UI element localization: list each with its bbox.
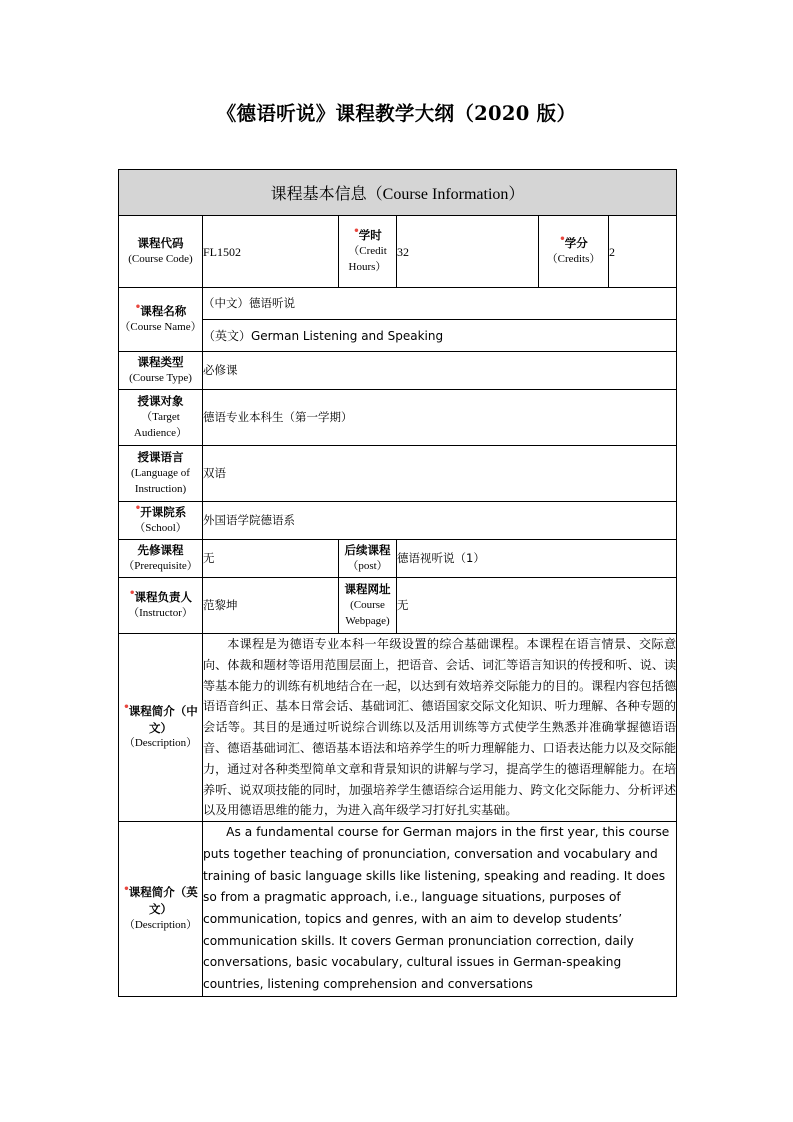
table-row [119,288,677,320]
value-instructor: 范黎坤 [203,578,339,634]
label-credit-hours-cn [339,227,396,244]
value-course-code: FL1502 [203,216,339,288]
label-school-cn [119,504,202,521]
table-row [119,390,677,446]
label-post-course [339,540,397,578]
table-row [119,540,677,578]
label-course-type-cn: 课程类型 [137,355,184,370]
label-instructor-text: 课程负责人 [134,590,192,605]
label-instructor-cn [119,589,202,606]
label-description-chinese [119,634,203,822]
table-row [119,216,677,288]
table-row [119,634,677,822]
required-marker-icon: • [129,588,136,600]
table-header-cell [119,170,677,216]
label-target-audience [119,390,203,446]
label-credits-cn [539,235,608,252]
label-course-webpage-cn: 课程网址 [344,582,391,597]
label-description-english-text: 课程简介（英文） [128,885,198,917]
label-credit-hours-en: （Credit Hours） [348,244,387,273]
label-instructor [119,578,203,634]
label-prerequisite-cn: 先修课程 [137,543,184,558]
value-course-webpage: 无 [397,578,677,634]
course-information-table-wrapper [118,169,676,997]
required-marker-icon: • [134,302,142,314]
table-header-label-cn: 课程基本信息 [270,184,367,203]
label-school-en: （School） [134,521,187,534]
label-course-type [119,352,203,390]
label-credits [539,216,609,288]
table-row [119,320,677,352]
table-row [119,822,677,997]
table-header-label-en: （Course Information） [366,186,525,203]
value-description-chinese-cell [203,634,677,822]
label-instructor-en: （Instructor） [128,606,193,619]
course-information-table [118,169,677,997]
label-language-of-instruction-en: (Language of Instruction) [131,466,190,495]
value-course-type: 必修课 [203,352,677,390]
label-description-chinese-cn [119,703,202,736]
value-credit-hours: 32 [397,216,539,288]
required-marker-icon: • [353,226,360,238]
label-course-code-en: (Course Code) [128,252,193,265]
label-course-name-en: （Course Name） [119,320,202,333]
page-title: 《德语听说》课程教学大纲（2020 版） [216,102,577,125]
label-credit-hours [339,216,397,288]
label-post-course-cn: 后续课程 [344,543,391,558]
value-target-audience: 德语专业本科生（第一学期） [203,390,677,446]
value-description-english-cell [203,822,677,997]
value-description-english: As a fundamental course for German majors in the first year, this course puts together teaching of pronunciation, conversation and vocabulary and training of basic language skills like listening, speaking and reading. It does so from a pragmatic approach, i.e., language situations, purposes of communication, topics and genres, with an aim to develop students’ communication skills. It covers German pronunciation correction, daily conversations, basic vocabulary, cultural issues in German-speaking countries, listening comprehension and conversations [203,825,670,992]
label-credits-text: 学分 [564,236,588,251]
label-prerequisite [119,540,203,578]
required-marker-icon: • [123,883,130,895]
label-course-code [119,216,203,288]
label-course-name-text: 课程名称 [140,304,187,319]
label-description-english [119,822,203,997]
label-prerequisite-en: （Prerequisite） [123,559,198,572]
value-description-chinese: 本课程是为德语专业本科一年级设置的综合基础课程。本课程在语言情景、交际意向、体裁和题材等语用范围层面上，把语音、会话、词汇等语言知识的传授和听、说、读等基本能力的训练有机地结合在一起，以达到有效培养交际能力的目的。课程内容包括德语语音纠正、基本日常会话、基础词汇、德语国家交际文化知识、听力理解、各种专题的会话等。其目的是通过听说综合训练以及活用训练等方式使学生熟悉并准确掌握德语语音、德语基础词汇、德语基本语法和培养学生的听力理解能力、口语表达能力以及交际能力，通过对各种类型简单文章和背景知识的讲解与学习，提高学生的德语理解能力。在培养听、说双项技能的同时，加强培养学生德语综合运用能力、跨文化交际能力、分析评述以及用德语思维的能力，为进入高年级学习打好扎实基础。 [203,637,677,818]
label-course-code-cn: 课程代码 [137,236,184,251]
label-description-english-cn [119,884,202,917]
label-course-name-cn [119,303,202,320]
label-description-english-en: （Description） [123,918,198,931]
label-school [119,502,203,540]
label-credits-en: （Credits） [546,252,601,265]
value-language-of-instruction: 双语 [203,446,677,502]
label-credit-hours-text: 学时 [358,228,382,243]
required-marker-icon: • [123,702,130,714]
table-row [119,578,677,634]
table-header-row [119,170,677,216]
label-post-course-en: （post） [347,559,388,572]
label-course-type-en: (Course Type) [129,371,192,384]
value-post-course: 德语视听说（1） [397,540,677,578]
label-course-name [119,288,203,352]
label-description-chinese-en: （Description） [123,737,198,750]
label-school-text: 开课院系 [140,505,187,520]
required-marker-icon: • [134,503,142,515]
value-credits: 2 [609,216,677,288]
value-school: 外国语学院德语系 [203,502,677,540]
table-row [119,352,677,390]
value-course-name-english: （英文）German Listening and Speaking [203,320,677,352]
label-language-of-instruction-cn: 授课语言 [137,450,184,465]
label-target-audience-en: （Target Audience） [133,410,188,439]
value-course-name-chinese: （中文）德语听说 [203,288,677,320]
table-row [119,446,677,502]
label-description-chinese-text: 课程简介（中文） [128,703,198,735]
label-language-of-instruction [119,446,203,502]
required-marker-icon: • [559,234,566,246]
table-row [119,502,677,540]
value-prerequisite: 无 [203,540,339,578]
label-course-webpage-en: (Course Webpage) [345,598,390,627]
label-course-webpage [339,578,397,634]
label-target-audience-cn: 授课对象 [137,394,184,409]
